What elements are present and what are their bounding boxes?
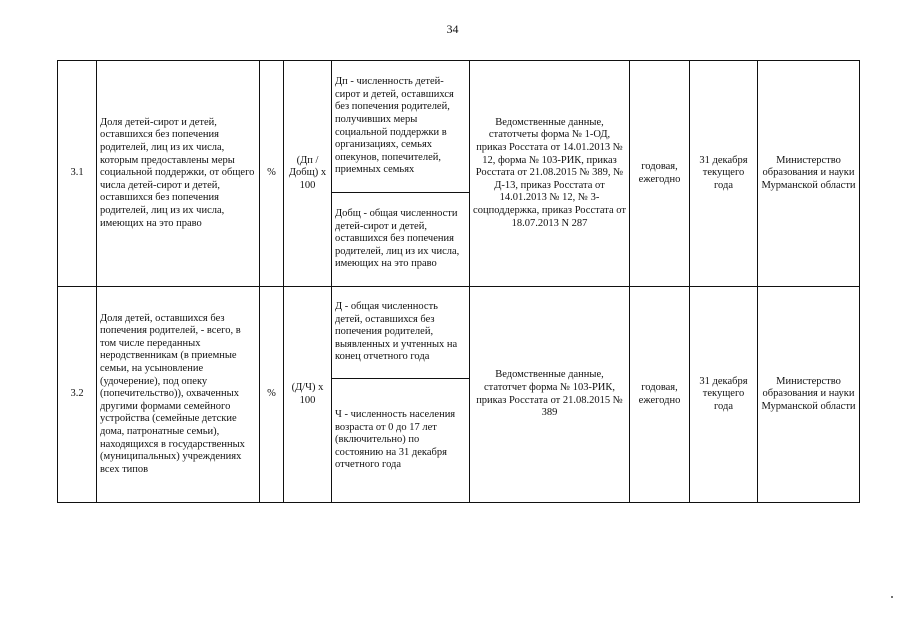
indicator-name: Доля детей-сирот и детей, оставшихся без попечения родителей, лиц из их числа, которым предоставлены меры социальной поддержки, от общего числа детей-сирот и детей, оставшихся без попечения родителей, лиц из их числа, имеющих на это право (97, 61, 260, 287)
table-row (58, 61, 860, 193)
formula: (Д/Ч) х 100 (284, 287, 332, 503)
data-source: Ведомственные данные, статотчет форма № 103-РИК, приказ Росстата от 21.08.2015 № 389 (470, 287, 630, 503)
scan-speck (891, 596, 893, 598)
frequency: годовая, ежегодно (630, 287, 690, 503)
unit: % (260, 61, 284, 287)
responsible-body: Министерство образования и науки Мурманской области (758, 287, 860, 503)
variable-definition: Ч - численность населения возраста от 0 до 17 лет (включительно) по состоянию на 31 декабря отчетного года (332, 379, 470, 503)
reporting-date: 31 декабря текущего года (690, 287, 758, 503)
variable-definition: Добщ - общая численности детей-сирот и детей, оставшихся без попечения родителей, лиц из их числа, имеющих на это право (332, 193, 470, 287)
frequency: годовая, ежегодно (630, 61, 690, 287)
formula: (Дп / Добщ) х 100 (284, 61, 332, 287)
table-row (58, 287, 860, 379)
variable-definition: Д - общая численность детей, оставшихся без попечения родителей, выявленных и учтенных на конец отчетного года (332, 287, 470, 379)
variable-definition: Дп - численность детей-сирот и детей, оставшихся без попечения родителей, получивших меры социальной поддержки в организациях, семьях опекунов, попечителей, приемных семьях (332, 61, 470, 193)
indicators-table (57, 60, 860, 503)
row-number: 3.2 (58, 287, 97, 503)
responsible-body: Министерство образования и науки Мурманской области (758, 61, 860, 287)
data-source: Ведомственные данные, статотчеты форма № 1-ОД, приказ Росстата от 14.01.2013 № 12, форма № 103-РИК, приказ Росстата от 21.08.2015 № 389, № Д-13, приказ Росстата от 14.01.2013 № 12, № 3-соцподдержка, приказ Росстата от 18.07.2013 N 287 (470, 61, 630, 287)
page-number: 34 (446, 22, 459, 36)
unit: % (260, 287, 284, 503)
row-number: 3.1 (58, 61, 97, 287)
reporting-date: 31 декабря текущего года (690, 61, 758, 287)
indicator-name: Доля детей, оставшихся без попечения родителей, - всего, в том числе переданных неродственникам (в приемные семьи, на усыновление (удочерение), под опеку (попечительство)), охваченных другими формами семейного устройства (семейные детские дома, патронатные семьи), находящихся в государственных (муниципальных) учреждениях всех типов (97, 287, 260, 503)
